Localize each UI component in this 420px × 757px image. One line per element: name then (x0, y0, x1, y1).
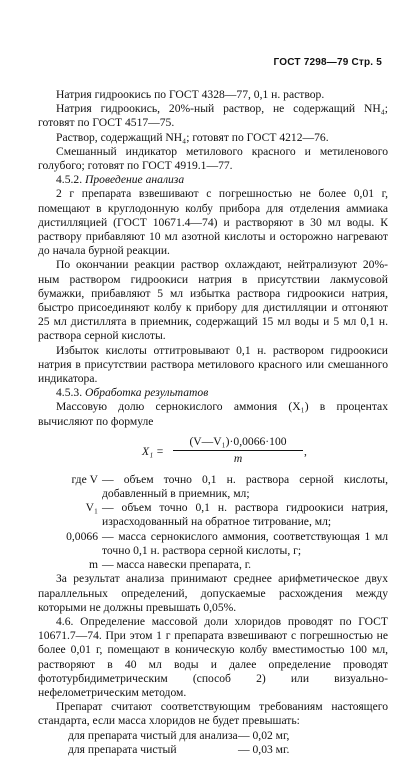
section-heading-4-5-2 (38, 173, 388, 187)
variable-symbol: 0,0066 (66, 529, 98, 543)
paragraph: За результат анализа принимают среднее арифметическое двух параллельных определений, допускаемые расхождения между которыми не должны превышать 0,05%. (38, 572, 388, 614)
paragraph: По окончании реакции раствор охлаждают, нейтрализуют 20%-ным раствором гидроокиси натрия в присутствии лакмусовой бумажки, прибавляют 5 мл избытка раствора гидроокиси натрия, быстро присоединяют колбу к прибору для дистилляции и отгоняют 25 мл дистиллята в приемник, содержащий 15 мл воды и 5 мл 0,1 н. раствора серной кислоты. (38, 258, 388, 343)
paragraph: Натрия гидроокись, 20%-ный раствор, не содержащий NH₄; готовят по ГОСТ 4517—75. (38, 102, 388, 130)
variable-symbol: V₁ (85, 501, 98, 515)
page-header: ГОСТ 7298—79 Стр. 5 (273, 57, 382, 68)
variable-symbol: m (88, 558, 98, 572)
section-heading-4-5-3 (38, 386, 388, 400)
limit-label: для препарата чистый для анализа (68, 728, 238, 742)
chloride-limits (38, 729, 388, 757)
limit-label: для препарата чистый (68, 742, 177, 756)
limit-value: — 0,03 мг. (238, 742, 290, 756)
section-number: 4.5.3. (56, 386, 83, 400)
formula-lhs: X₁ = (142, 444, 164, 458)
variable-definition: — масса навески препарата, г. (102, 558, 252, 572)
paragraph: Избыток кислоты оттитровывают 0,1 н. раствором гидроокиси натрия в присутствии раствора метилового красного или смешанного индикатора. (38, 343, 388, 386)
section-number: 4.5.2. (56, 173, 83, 187)
variable-definition: — объем точно 0,1 н. раствора гидроокиси натрия, израсходованный на обратное титрование, мл; (102, 501, 388, 529)
limit-row (38, 743, 388, 757)
formula-denominator: m (233, 452, 243, 466)
paragraph: Массовую долю сернокислого аммония (X₁) в процентах вычисляют по формуле (38, 400, 388, 428)
variable-symbol: где V (71, 472, 98, 486)
paragraph: 2 г препарата взвешивают с погрешностью не более 0,01 г, помещают в круглодонную колбу прибора для отделения аммиака дистилляцией (ГОСТ 10671.4—74) и растворяют в 30 мл воды. К раствору прибавляют 10 мл азотной кислоты и осторожно нагревают до начала бурной реакции. (38, 187, 388, 258)
formula-fraction (173, 435, 303, 466)
limit-row (38, 729, 388, 743)
limit-value: — 0,02 мг, (238, 728, 290, 742)
section-title: Обработка результатов (85, 386, 209, 400)
paragraph: Смешанный индикатор метилового красного и метиленового голубого; готовят по ГОСТ 4919.1—77. (38, 144, 388, 173)
variable-definitions (38, 473, 388, 572)
paragraph: Препарат считают соответствующим требованиям настоящего стандарта, если масса хлоридов не будет превышать: (38, 700, 388, 728)
paragraph: Раствор, содержащий NH₄; готовят по ГОСТ 4212—76. (56, 130, 329, 144)
formula (38, 435, 388, 467)
section-title: Проведение анализа (85, 173, 185, 187)
formula-comma: , (304, 444, 307, 458)
paragraph: Натрия гидроокись по ГОСТ 4328—77, 0,1 н. раствор. (56, 88, 325, 101)
page-body (38, 88, 388, 757)
variable-definition: — масса сернокислого аммония, соответствующая 1 мл точно 0,1 н. раствора серной кислоты, г; (102, 529, 388, 557)
formula-numerator: (V—V₁)·0,0066·100 (173, 435, 303, 451)
paragraph: 4.6. Определение массовой доли хлоридов проводят по ГОСТ 10671.7—74. При этом 1 г препарата взвешивают с погрешностью не более 0,01 г, помещают в коническую колбу вместимостью 100 мл, растворяют в 40 мл воды и далее определение проводят фототурбидиметрическим (способ 2) или визуально-нефелометрическим методом. (38, 614, 388, 699)
variable-definition: — объем точно 0,1 н. раствора серной кислоты, добавленный в приемник, мл; (102, 472, 388, 501)
